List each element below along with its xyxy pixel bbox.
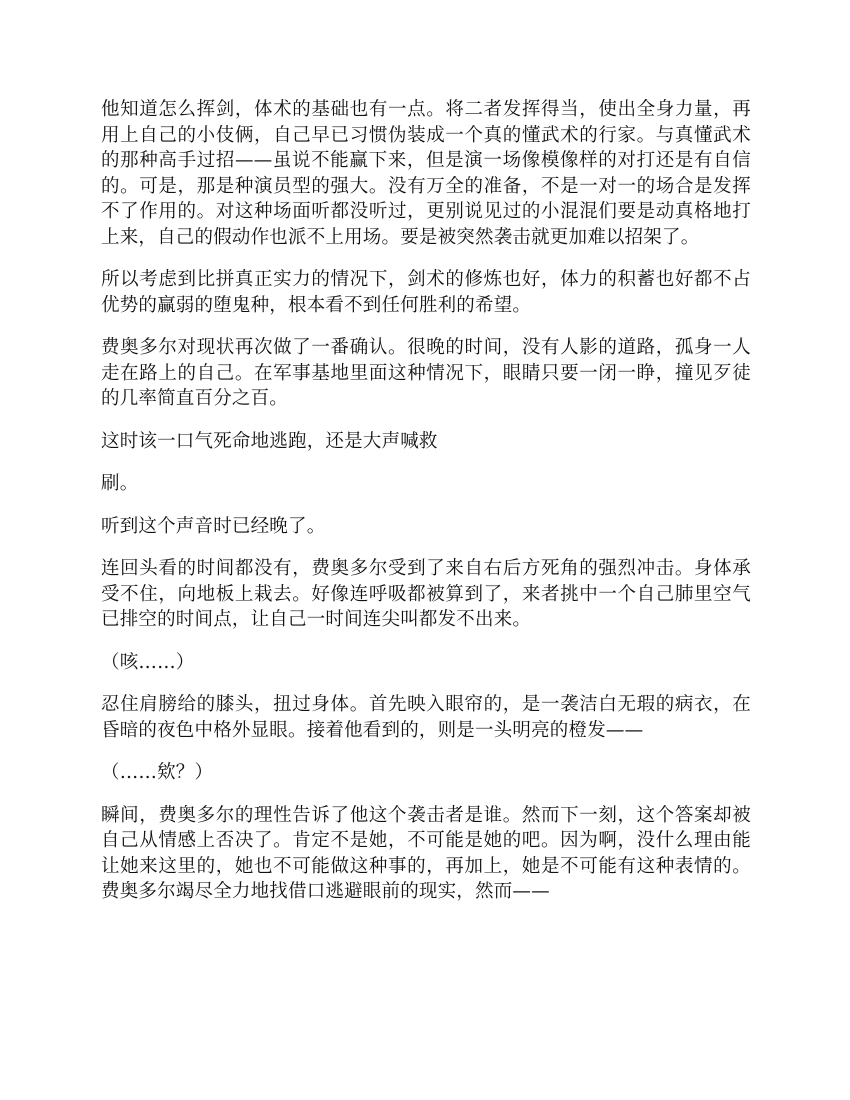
paragraph: 刷。	[101, 473, 139, 494]
paragraph: 瞬间，费奥多尔的理性告诉了他这个袭击者是谁。然而下一刻，这个答案却被自己从情感上否决了。肯定不是她，不可能是她的吧。因为啊，没什么理由能让她来这里的，她也不可能做这种事的，再加上，她是不可能有这种表情的。费奥多尔竭尽全力地找借口逃避眼前的现实，然而——	[101, 804, 751, 902]
paragraph: 费奥多尔对现状再次做了一番确认。很晚的时间，没有人影的道路，孤身一人走在路上的自己。在军事基地里面这种情况下，眼睛只要一闭一睁，撞见歹徒的几率简直百分之百。	[101, 337, 751, 409]
paragraph: （……欸？）	[101, 762, 214, 783]
paragraph: 听到这个声音时已经晚了。	[101, 515, 326, 537]
paragraph: 连回头看的时间都没有，费奥多尔受到了来自右后方死角的强烈冲击。身体承受不住，向地板上栽去。好像连呼吸都被算到了，来者挑中一个自己肺里空气已排空的时间点，让自己一时间连尖叫都发不出来。	[101, 558, 751, 630]
document-body	[101, 97, 751, 922]
paragraph: 他知道怎么挥剑，体术的基础也有一点。将二者发挥得当，使出全身力量，再用上自己的小伎俩，自己早已习惯伪装成一个真的懂武术的行家。与真懂武术的那种高手过招——虽说不能赢下来，但是演一场像模像样的对打还是有自信的。可是，那是种演员型的强大。没有万全的准备，不是一对一的场合是发挥不了作用的。对这种场面听都没听过，更别说见过的小混混们要是动真格地打上来，自己的假动作也派不上用场。要是被突然袭击就更加难以招架了。	[101, 99, 751, 248]
paragraph: （咳……）	[101, 651, 195, 673]
paragraph: 这时该一口气死命地逃跑，还是大声喊救	[101, 430, 438, 452]
paragraph: 忍住肩膀给的膝头，扭过身体。首先映入眼帘的，是一袭洁白无瑕的病衣，在昏暗的夜色中格外显眼。接着他看到的，则是一头明亮的橙发——	[101, 694, 751, 741]
paragraph: 所以考虑到比拼真正实力的情况下，剑术的修炼也好，体力的积蓄也好都不占优势的赢弱的堕鬼种，根本看不到任何胜利的希望。	[101, 269, 751, 316]
